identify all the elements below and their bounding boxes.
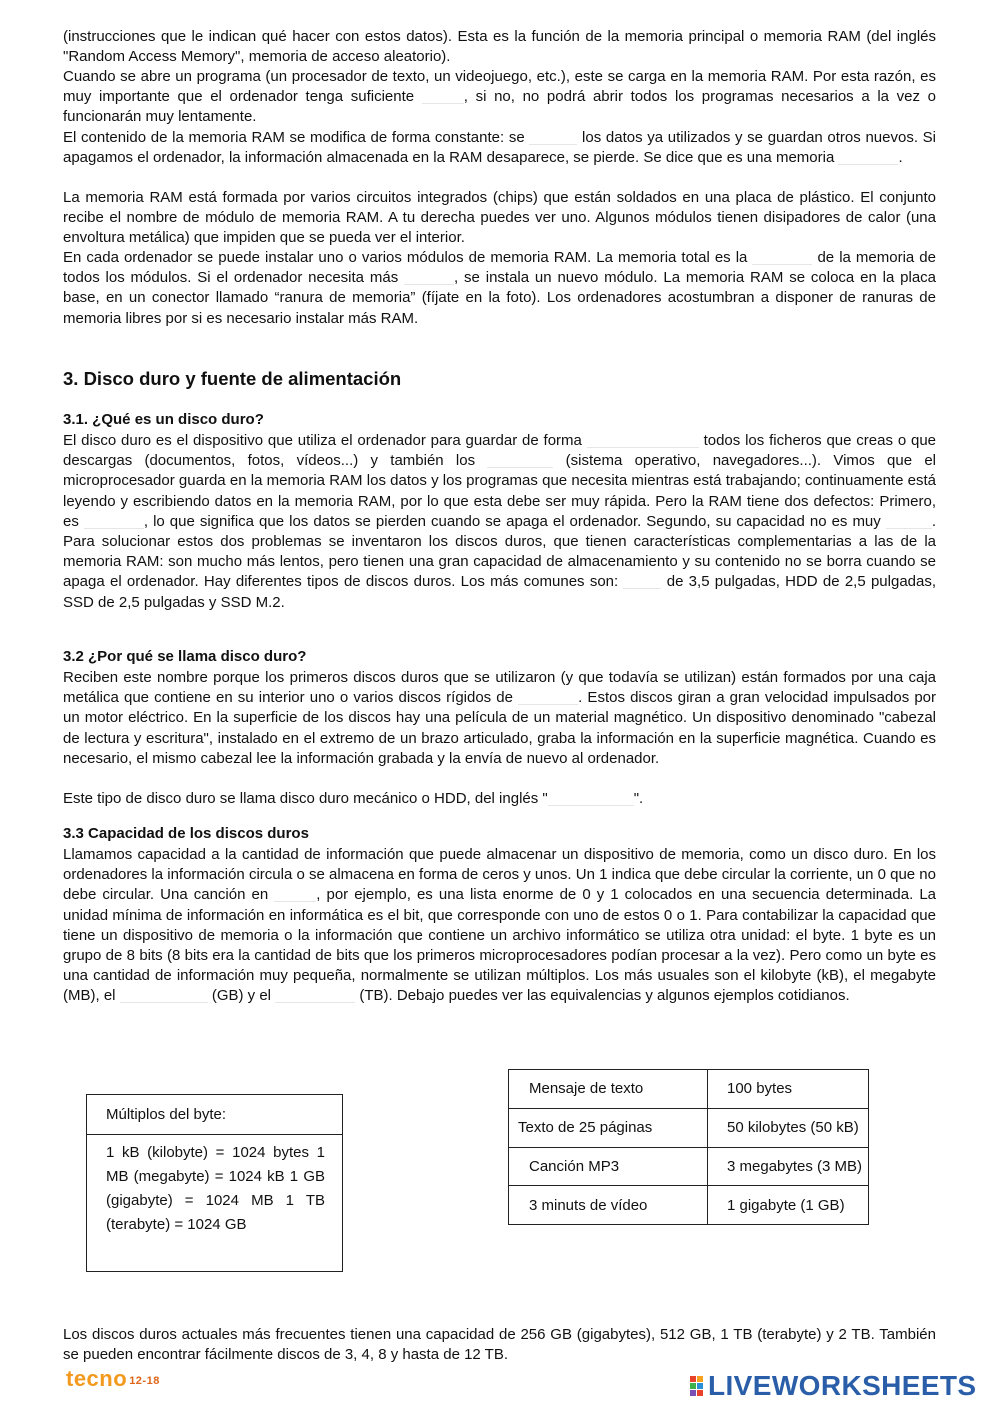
- subsection-title-3-2: 3.2 ¿Por qué se llama disco duro?: [63, 648, 307, 665]
- liveworksheets-badge-icon: [690, 1376, 704, 1398]
- answer-blank-11[interactable]: [518, 688, 578, 705]
- answer-blank-1[interactable]: [422, 87, 464, 104]
- answer-blank-2[interactable]: [529, 128, 577, 145]
- paragraph-ram-programs: Cuando se abre un programa (un procesador de texto, un videojuego, etc.), este se carga en la memoria RAM. Por esta razón, es muy importante que el ordenador tenga suficiente , si no, no podrá abrir todos los programas necesarios a la vez o funcionarán muy lentamente.: [63, 68, 936, 126]
- answer-blank-13[interactable]: [274, 885, 316, 902]
- table-cell-item: 3 minuts de vídeo: [509, 1186, 708, 1225]
- table-cell-size: 1 gigabyte (1 GB): [708, 1186, 869, 1225]
- answer-blank-8[interactable]: [84, 512, 144, 529]
- answer-blank-9[interactable]: [886, 512, 932, 529]
- answer-blank-10[interactable]: [623, 572, 661, 589]
- answer-blank-12[interactable]: [548, 789, 634, 806]
- answer-blank-4[interactable]: [752, 248, 812, 265]
- answer-blank-6[interactable]: [587, 431, 699, 448]
- table-cell-item: Canción MP3: [509, 1147, 708, 1186]
- table-cell-size: 100 bytes: [708, 1070, 869, 1109]
- answer-blank-3[interactable]: [838, 148, 898, 165]
- paragraph-ram-function: (instrucciones que le indican qué hacer con estos datos). Esta es la función de la memoria principal o memoria RAM (del inglés "Random Access Memory", memoria de acceso aleatorio).: [63, 28, 936, 66]
- table-row: [509, 1108, 869, 1147]
- table-cell-item: Mensaje de texto: [509, 1070, 708, 1109]
- paragraph-ram-total: En cada ordenador se puede instalar uno o varios módulos de memoria RAM. La memoria total es la de la memoria de todos los módulos. Si el ordenador necesita más , se instala un nuevo módulo. La memoria RAM se coloca en la placa base, en un conector llamado “ranura de memoria” (fíjate en la foto). Los ordenadores acostumbran a disponer de ranuras de memoria libres por si es necesario instalar más RAM.: [63, 249, 936, 327]
- table-row: [509, 1070, 869, 1109]
- table-cell-item: Texto de 25 páginas: [509, 1108, 708, 1147]
- table-cell-size: 50 kilobytes (50 kB): [708, 1108, 869, 1147]
- byte-multiples-title: Múltiplos del byte:: [87, 1095, 342, 1135]
- paragraph-ram-modules: La memoria RAM está formada por varios circuitos integrados (chips) que están soldados en una placa de plástico. El conjunto recibe el nombre de módulo de memoria RAM. A tu derecha puedes ver uno. Algunos módulos tienen disipadores de calor (una envoltura metálica) que impiden que se pueda ver el interior.: [63, 189, 936, 247]
- examples-table: [508, 1069, 869, 1225]
- answer-blank-14[interactable]: [120, 986, 208, 1003]
- answer-blank-5[interactable]: [404, 268, 454, 285]
- paragraph-capacity: Llamamos capacidad a la cantidad de información que puede almacenar un dispositivo de memoria, como un disco duro. En los ordenadores la información circula o se almacena en forma de ceros y unos. Un 1 indica que debe circular la corriente, un 0 que no debe circular. Una canción en , por ejemplo, es una lista enorme de 0 y 1 colocados en una secuencia determinada. La unidad mínima de información en informática es el bit, que corresponde con uno de estos 0 o 1. Para contabilizar la capacidad que tiene un dispositivo de memoria o la información que contiene un archivo informático se utiliza otra unidad: el byte. 1 byte es un grupo de 8 bits (8 bits era la cantidad de bits que los primeros microprocesadores podían procesar a la vez). Pero como un byte es una cantidad de información muy pequeña, normalmente se utilizan múltiplos. Los más usuales son el kilobyte (kB), el megabyte (MB), el (GB) y el (TB). Debajo puedes ver las equivalencias y algunos ejemplos cotidianos.: [63, 846, 936, 1005]
- paragraph-why-hard: Reciben este nombre porque los primeros discos duros que se utilizaron (y que todavía se utilizan) están formados por una caja metálica que contiene en su interior uno o varios discos rígidos de . Estos discos giran a gran velocidad impulsados por un motor eléctrico. En la superficie de los discos hay una película de un material magnético. Un dispositivo denominado "cabezal de lectura y escritura", instalado en el extremo de un brazo articulado, graba la información en la superficie magnética. Cuando es necesario, el mismo cabezal lee la información grabada y la envía de nuevo al ordenador.: [63, 669, 937, 767]
- subsection-title-3-1: 3.1. ¿Qué es un disco duro?: [63, 411, 264, 428]
- section-title: 3. Disco duro y fuente de alimentación: [63, 368, 402, 389]
- byte-multiples-body: 1 kB (kilobyte) = 1024 bytes 1 MB (megabyte) = 1024 kB 1 GB (gigabyte) = 1024 MB 1 TB (terabyte) = 1024 GB: [106, 1144, 325, 1233]
- tecno-logo: tecno 12-18: [66, 1366, 160, 1391]
- table-cell-size: 3 megabytes (3 MB): [708, 1147, 869, 1186]
- paragraph-current-disks: Los discos duros actuales más frecuentes tienen una capacidad de 256 GB (gigabytes), 512 GB, 1 TB (terabyte) y 2 TB. También se pueden encontrar fácilmente discos de 3, 4, 8 y hasta de 12 TB.: [63, 1326, 936, 1364]
- paragraph-ram-volatile: El contenido de la memoria RAM se modifica de forma constante: se los datos ya utilizados y se guardan otros nuevos. Si apagamos el ordenador, la información almacenada en la RAM desaparece, se pierde. Se dice que es una memoria .: [63, 129, 937, 167]
- liveworksheets-wordmark: LIVEWORKSHEETS: [708, 1370, 977, 1401]
- paragraph-hard-disk: El disco duro es el dispositivo que utiliza el ordenador para guardar de forma todos los ficheros que creas o que descargas (documentos, fotos, vídeos...) y también los (sistema operativo, navegadores...). Vimos que el microprocesador guarda en la memoria RAM los datos y los programas que necesita mientras está trabajando; continuamente está leyendo y escribiendo datos en la memoria RAM, por lo que esta debe ser muy rápida. Pero la RAM tiene dos defectos: Primero, es , lo que significa que los datos se pierden cuando se apaga el ordenador. Segundo, su capacidad no es muy . Para solucionar estos dos problemas se inventaron los discos duros, que tienen características complementarias a las de la memoria RAM: son mucho más lentos, pero tienen una gran capacidad de almacenamiento y su contenido no se borra cuando se apaga el ordenador. Hay diferentes tipos de discos duros. Los más comunes son: de 3,5 pulgadas, HDD de 2,5 pulgadas, SSD de 2,5 pulgadas y SSD M.2.: [63, 432, 937, 611]
- byte-multiples-box: [86, 1094, 343, 1272]
- subsection-title-3-3: 3.3 Capacidad de los discos duros: [63, 825, 309, 842]
- answer-blank-15[interactable]: [275, 986, 355, 1003]
- paragraph-hdd-name: Este tipo de disco duro se llama disco duro mecánico o HDD, del inglés " ".: [63, 790, 644, 807]
- table-row: [509, 1147, 869, 1186]
- table-row: [509, 1186, 869, 1225]
- answer-blank-7[interactable]: [487, 451, 553, 468]
